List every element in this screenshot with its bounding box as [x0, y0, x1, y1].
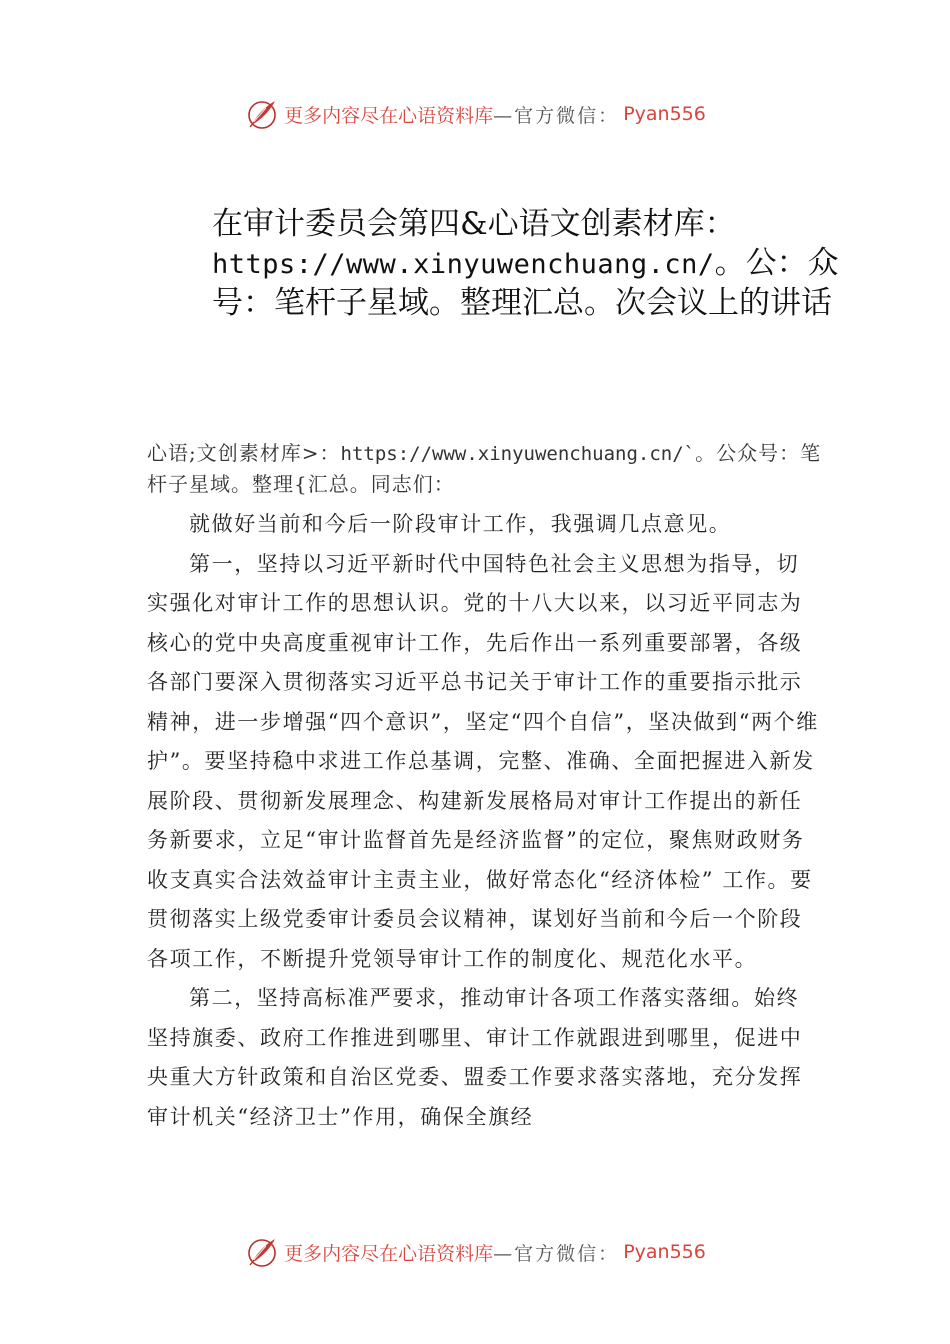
footer-banner — [0, 1230, 950, 1274]
banner-brand: 更多内容尽在心语资料库 — [284, 1242, 494, 1265]
banner-wechat-id: Pyan556 — [623, 103, 706, 125]
title-url: https://www.xinyuwenchuang.cn/ — [212, 249, 715, 280]
banner-wechat-id: Pyan556 — [623, 1241, 706, 1263]
feather-pen-icon — [244, 1234, 280, 1270]
document-title — [212, 205, 852, 323]
banner-brand: 更多内容尽在心语资料库 — [284, 104, 494, 127]
document-body — [147, 505, 819, 1137]
banner-official-label: —官方微信： — [493, 104, 620, 127]
paragraph-3: 第二，坚持高标准严要求，推动审计各项工作落实落细。始终坚持旗委、政府工作推进到哪里、审计工作就跟进到哪里，促进中央重大方针政策和自治区党委、盟委工作要求落实落地，充分发挥审计机关“经济卫士”作用，确保全旗经 — [147, 986, 803, 1129]
title-part-1: 在审计委员会第四&心语文创素材库： — [212, 206, 736, 242]
intro-url: https://www.xinyuwenchuang.cn/` — [340, 443, 696, 465]
title-part-2: 。公：众号：笔杆子星域。整理汇总。次会议上的讲话 — [212, 245, 839, 321]
paragraph-2: 第一，坚持以习近平新时代中国特色社会主义思想为指导，切实强化对审计工作的思想认识。党的十八大以来，以习近平同志为核心的党中央高度重视审计工作，先后作出一系列重要部署，各级各部门要深入贯彻落实习近平总书记关于审计工作的重要指示批示精神，进一步增强“四个意识”，坚定“四个自信”，坚决做到“两个维护”。要坚持稳中求进工作总基调，完整、准确、全面把握进入新发展阶段、贯彻新发展理念、构建新发展格局对审计工作提出的新任务新要求，立足“审计监督首先是经济监督”的定位，聚焦财政财务收支真实合法效益审计主责主业，做好常态化“经济体检” 工作。要贯彻落实上级党委审计委员会议精神，谋划好当前和今后一个阶段各项工作，不断提升党领导审计工作的制度化、规范化水平。 — [147, 551, 819, 971]
document-intro — [147, 438, 827, 499]
intro-part-1: 心语;文创素材库>： — [147, 441, 341, 465]
intro-part-2: 。公众号：笔杆子星域。整理{汇总。同志们： — [147, 441, 822, 496]
feather-pen-icon — [244, 96, 280, 132]
paragraph-1: 就做好当前和今后一阶段审计工作，我强调几点意见。 — [189, 512, 732, 536]
header-banner — [0, 92, 950, 136]
banner-official-label: —官方微信： — [493, 1242, 620, 1265]
